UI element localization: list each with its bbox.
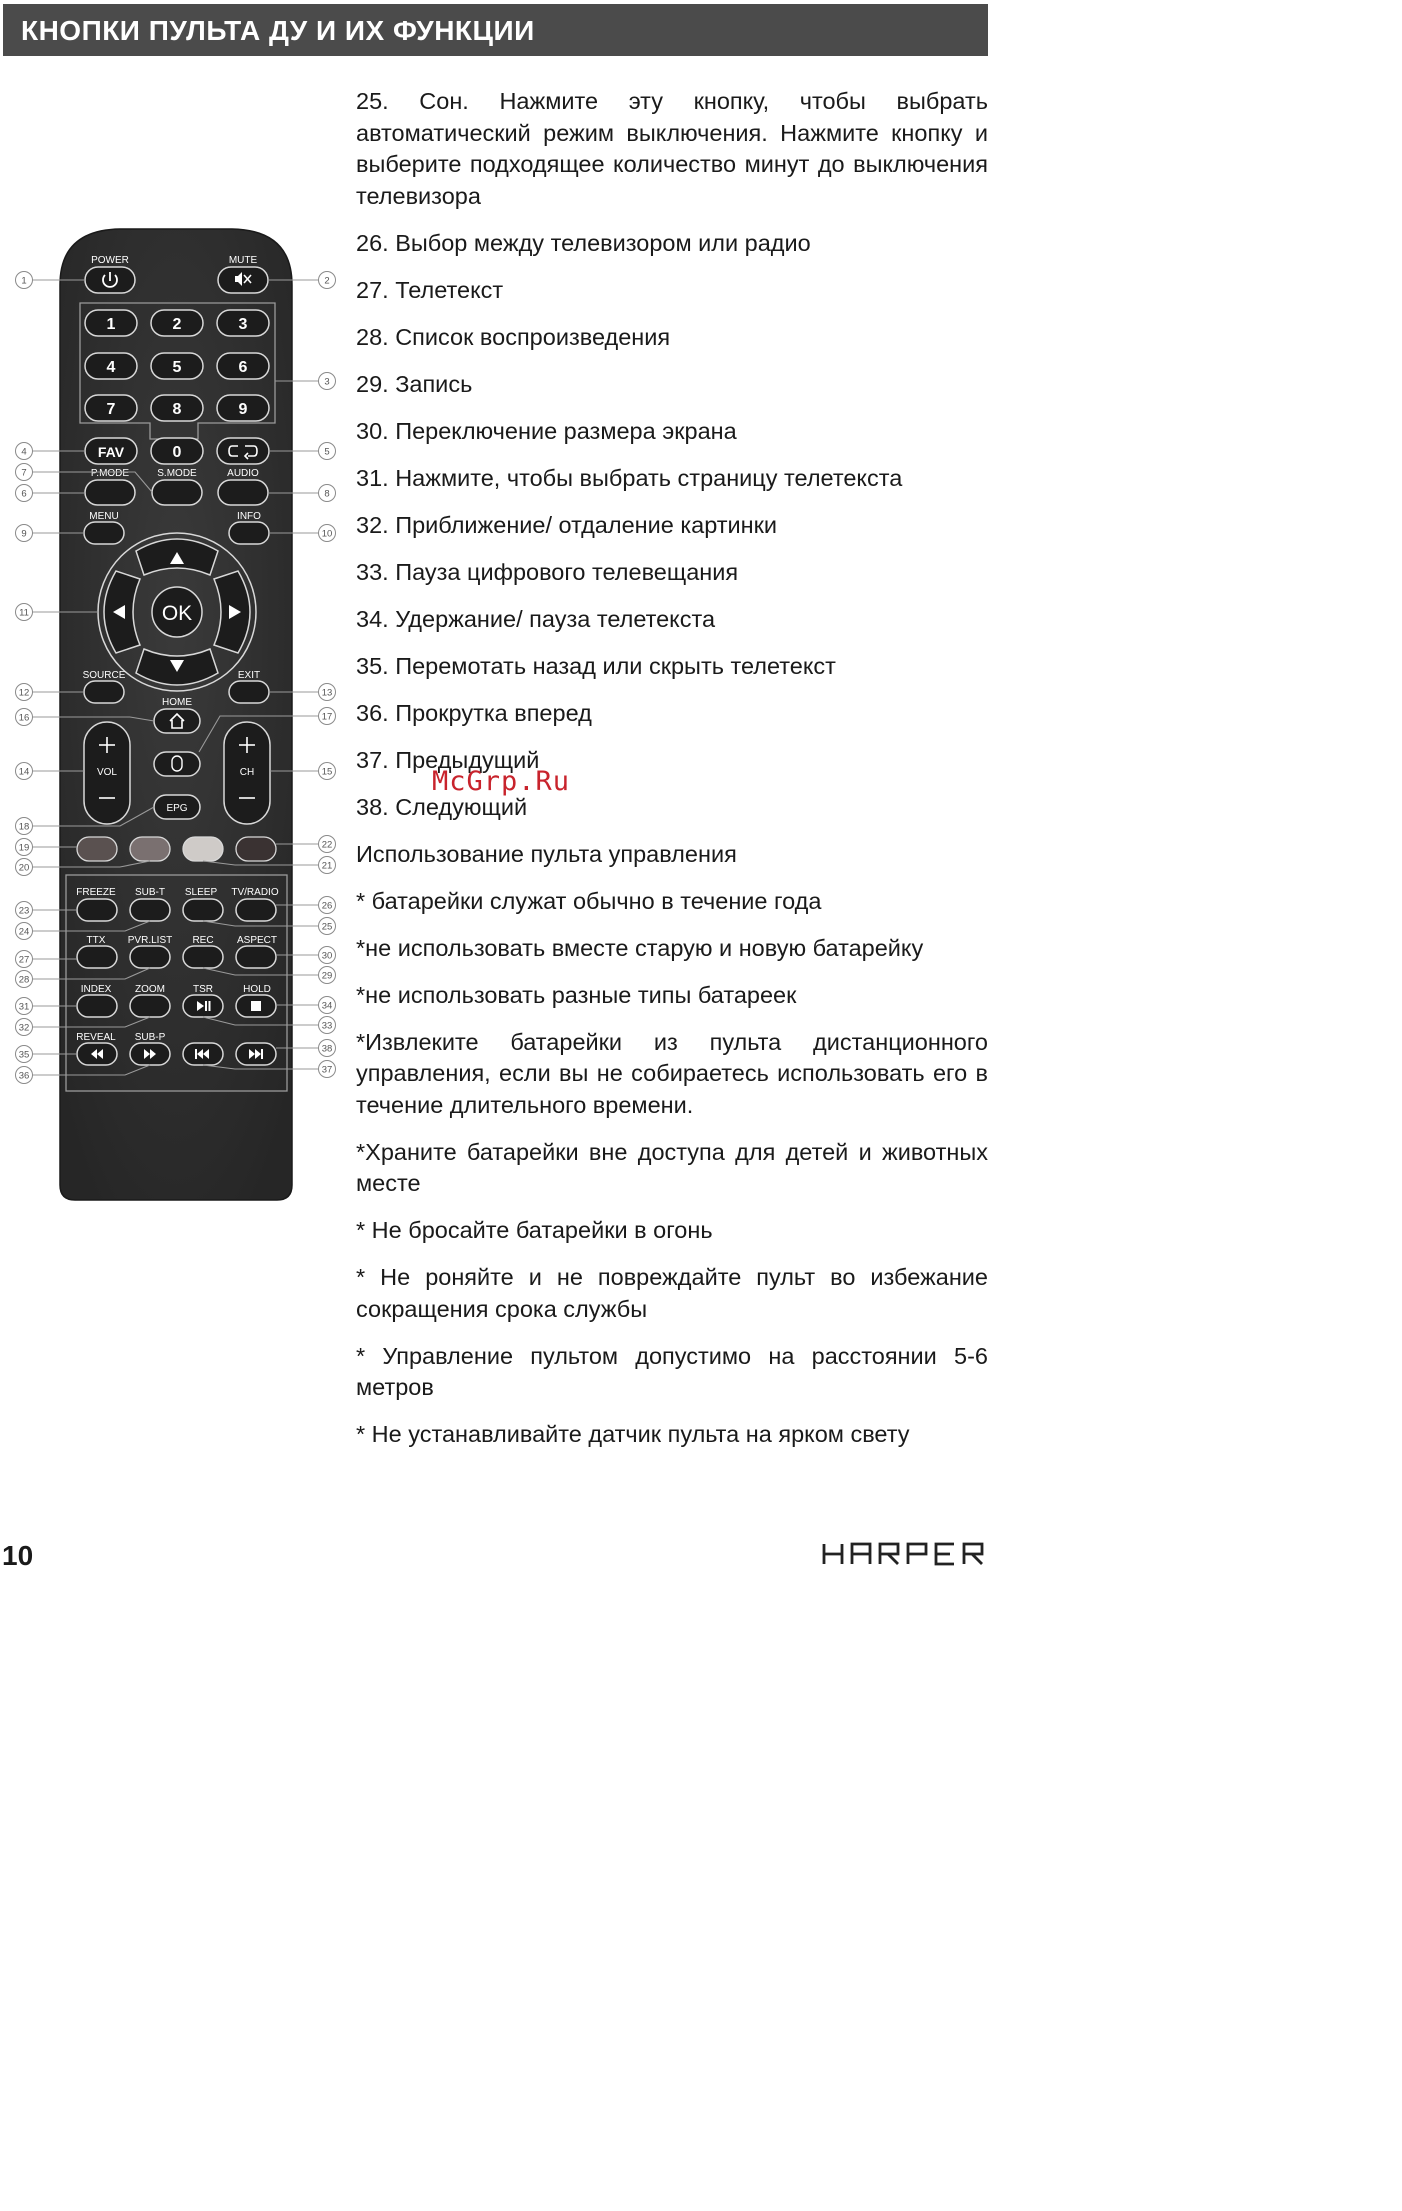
battery-note-6: * Не бросайте батарейки в огонь xyxy=(356,1217,713,1243)
callout-number: 3 xyxy=(324,376,330,388)
brand-logo xyxy=(822,1542,988,1571)
callout-29 xyxy=(319,967,336,984)
callout-number: 18 xyxy=(18,821,30,833)
page-number: 10 xyxy=(2,1540,34,1571)
paragraph-34: 34. Удержание/ пауза телетекста xyxy=(356,605,716,632)
svg-text:5: 5 xyxy=(172,359,182,376)
callout-20 xyxy=(16,859,33,876)
home-label: HOME xyxy=(162,697,192,708)
zoom-label: ZOOM xyxy=(135,984,165,995)
callout-13 xyxy=(319,684,336,701)
battery-note-3: *не использовать разные типы батареек xyxy=(356,981,797,1008)
callout-number: 14 xyxy=(18,766,30,778)
callout-number: 27 xyxy=(18,954,30,966)
callout-10 xyxy=(319,525,336,542)
pmode-label: P.MODE xyxy=(90,468,130,479)
callout-27 xyxy=(16,951,33,968)
tvradio-label: TV/RADIO xyxy=(231,887,279,898)
ok-label: OK xyxy=(161,602,193,625)
paragraph-30: 30. Переключение размера экрана xyxy=(356,417,737,444)
callout-number: 8 xyxy=(324,488,330,500)
callout-number: 7 xyxy=(21,467,27,479)
callout-number: 28 xyxy=(18,974,30,986)
subp-label: SUB-P xyxy=(134,1032,166,1043)
callout-number: 35 xyxy=(18,1049,30,1061)
harper-logo xyxy=(822,1542,988,1566)
callout-4 xyxy=(16,443,33,460)
callout-number: 11 xyxy=(19,607,29,619)
mute-label: MUTE xyxy=(228,255,258,266)
audio-label: AUDIO xyxy=(227,468,259,479)
callout-number: 38 xyxy=(321,1043,333,1055)
callout-9 xyxy=(16,525,33,542)
callout-number: 36 xyxy=(18,1070,30,1082)
battery-note-4: *Извлеките батарейки из пульта дистанционного управления, если вы не собираетесь использовать его в течение длительного времени. xyxy=(356,1028,988,1118)
tsr-label: TSR xyxy=(193,984,213,995)
svg-text:9: 9 xyxy=(238,401,248,418)
callout-number: 12 xyxy=(18,687,30,699)
callout-25 xyxy=(319,918,336,935)
pvrlist-label: PVR.LIST xyxy=(127,935,173,946)
source-label: SOURCE xyxy=(82,670,126,681)
svg-text:0: 0 xyxy=(172,444,182,461)
svg-text:8: 8 xyxy=(172,401,182,418)
callout-number: 13 xyxy=(321,687,333,699)
callout-number: 2 xyxy=(324,275,330,287)
paragraph-35: 35. Перемотать назад или скрыть телетекст xyxy=(356,652,836,679)
callout-24 xyxy=(16,923,33,940)
svg-text:7: 7 xyxy=(106,401,116,418)
callout-number: 24 xyxy=(18,926,30,938)
svg-text:4: 4 xyxy=(106,359,116,376)
callout-23 xyxy=(16,902,33,919)
callout-number: 5 xyxy=(324,446,330,458)
page-title: КНОПКИ ПУЛЬТА ДУ И ИХ ФУНКЦИИ xyxy=(21,15,535,46)
page-header xyxy=(3,4,988,56)
svg-text:FAV: FAV xyxy=(97,444,125,460)
paragraph-29: 29. Запись xyxy=(356,370,473,397)
callout-22 xyxy=(319,836,336,853)
callout-18 xyxy=(16,818,33,835)
callout-number: 21 xyxy=(321,860,333,872)
callout-35 xyxy=(16,1046,33,1063)
callout-33 xyxy=(319,1017,336,1034)
callout-number: 1 xyxy=(21,275,27,287)
sleep-label: SLEEP xyxy=(184,887,218,898)
ttx-label: TTX xyxy=(86,935,106,946)
subt-label: SUB-T xyxy=(135,887,165,898)
callout-30 xyxy=(319,947,336,964)
paragraph-36: 36. Прокрутка вперед xyxy=(356,699,592,726)
callout-2 xyxy=(319,272,336,289)
smode-label: S.MODE xyxy=(157,468,197,479)
paragraph-37: 37. Предыдущий xyxy=(356,746,540,773)
callout-number: 10 xyxy=(321,528,333,540)
callout-15 xyxy=(319,763,336,780)
callout-31 xyxy=(16,998,33,1015)
callout-3 xyxy=(319,373,336,390)
usage-heading: Использование пульта управления xyxy=(356,840,737,867)
paragraph-32: 32. Приближение/ отдаление картинки xyxy=(356,511,778,538)
callout-number: 20 xyxy=(18,862,30,874)
callout-number: 34 xyxy=(321,1000,333,1012)
callout-6 xyxy=(16,485,33,502)
callout-28 xyxy=(16,971,33,988)
battery-note-1: * батарейки служат обычно в течение года xyxy=(356,887,822,914)
paragraph-38: 38. Следующий xyxy=(356,793,528,820)
callout-7 xyxy=(16,464,33,481)
callout-1 xyxy=(16,272,33,289)
handling-note-1: * Не роняйте и не повреждайте пульт во избежание сокращения срока службы xyxy=(356,1264,988,1322)
paragraph-28: 28. Список воспроизведения xyxy=(356,323,671,350)
hold-label: HOLD xyxy=(243,984,271,995)
paragraph-27: 27. Телетекст xyxy=(356,276,504,303)
svg-text:6: 6 xyxy=(238,359,248,376)
callout-8 xyxy=(319,485,336,502)
remote-figure xyxy=(0,215,352,1215)
aspect-label: ASPECT xyxy=(236,935,278,946)
svg-text:2: 2 xyxy=(172,316,182,333)
callout-14 xyxy=(16,763,33,780)
callout-34 xyxy=(319,997,336,1014)
callout-number: 33 xyxy=(321,1020,333,1032)
callout-number: 9 xyxy=(21,528,27,540)
callout-number: 29 xyxy=(321,970,333,982)
callout-number: 32 xyxy=(18,1022,30,1034)
callout-5 xyxy=(319,443,336,460)
callout-number: 6 xyxy=(21,488,27,500)
callout-17 xyxy=(319,708,336,725)
callout-19 xyxy=(16,839,33,856)
callout-26 xyxy=(319,897,336,914)
handling-note-3: * Не устанавливайте датчик пульта на ярком свету xyxy=(356,1421,910,1447)
callout-37 xyxy=(319,1061,336,1078)
epg-label: EPG xyxy=(166,803,188,814)
reveal-label: REVEAL xyxy=(76,1032,116,1043)
callout-numbers xyxy=(0,215,352,1215)
callout-number: 19 xyxy=(18,842,30,854)
freeze-label: FREEZE xyxy=(76,887,116,898)
callout-11 xyxy=(16,604,33,621)
ch-label: CH xyxy=(239,767,255,778)
exit-label: EXIT xyxy=(237,670,261,681)
callout-12 xyxy=(16,684,33,701)
callout-21 xyxy=(319,857,336,874)
callout-16 xyxy=(16,709,33,726)
callout-number: 31 xyxy=(18,1001,30,1013)
callout-number: 26 xyxy=(321,900,333,912)
vol-label: VOL xyxy=(96,767,118,778)
callout-number: 22 xyxy=(321,839,333,851)
handling-note-2: * Управление пультом допустимо на расстоянии 5-6 метров xyxy=(356,1342,988,1400)
callout-number: 37 xyxy=(321,1064,333,1076)
callout-number: 23 xyxy=(18,905,30,917)
menu-label: MENU xyxy=(89,511,119,522)
callout-number: 25 xyxy=(321,921,333,933)
index-label: INDEX xyxy=(80,984,112,995)
paragraph-33: 33. Пауза цифрового телевещания xyxy=(356,558,739,585)
callout-36 xyxy=(16,1067,33,1084)
callout-32 xyxy=(16,1019,33,1036)
rec-label: REC xyxy=(192,935,214,946)
svg-text:1: 1 xyxy=(106,316,116,333)
info-label: INFO xyxy=(237,511,261,522)
battery-note-2: *не использовать вместе старую и новую батарейку xyxy=(356,934,924,961)
power-label: POWER xyxy=(91,255,129,266)
callout-number: 15 xyxy=(321,766,333,778)
battery-note-5: *Храните батарейки вне доступа для детей и животных месте xyxy=(356,1138,988,1196)
paragraph-25: 25. Сон. Нажмите эту кнопку, чтобы выбрать автоматический режим выключения. Нажмите кнопку и выберите подходящее количество минут до выключения телевизора xyxy=(356,88,988,209)
paragraph-26: 26. Выбор между телевизором или радио xyxy=(356,229,811,256)
callout-number: 16 xyxy=(18,712,30,724)
paragraph-31: 31. Нажмите, чтобы выбрать страницу телетекста xyxy=(356,464,903,491)
callout-38 xyxy=(319,1040,336,1057)
callout-number: 17 xyxy=(321,711,333,723)
svg-text:3: 3 xyxy=(238,316,248,333)
watermark: McGrp.Ru xyxy=(432,766,571,797)
callout-number: 4 xyxy=(21,446,27,458)
callout-number: 30 xyxy=(321,950,333,962)
